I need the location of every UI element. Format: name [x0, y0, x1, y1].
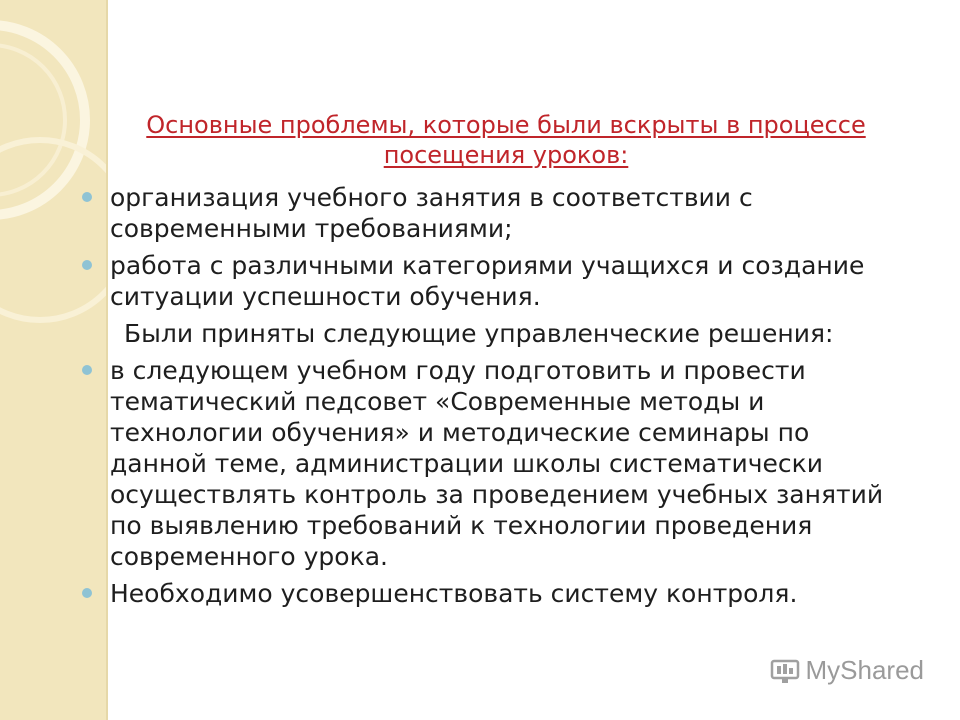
decisions-heading: Были приняты следующие управленческие решения: [124, 319, 834, 348]
bullet-icon [82, 192, 92, 202]
list-item-text: организация учебного занятия в соответствии с современными требованиями; [110, 183, 753, 243]
bullet-icon [82, 588, 92, 598]
watermark [770, 655, 925, 686]
myshared-logo-icon [770, 657, 800, 685]
list-item [80, 578, 910, 609]
list-item [80, 250, 910, 312]
list-item [80, 182, 910, 244]
list-item-text: в следующем учебном году подготовить и провести тематический педсовет «Современные методы и технологии обучения» и методические семинары по данной теме, администрации школы систематически осуществлять контроль за проведением учебных занятий по выявлению требований к технологии проведения современного урока. [110, 356, 884, 571]
slide-title: Основные проблемы, которые были вскрыты в процессе посещения уроков: [146, 111, 866, 169]
content-list [80, 182, 910, 609]
bullet-icon [82, 365, 92, 375]
bullet-icon [82, 260, 92, 270]
watermark-text: MyShared [805, 655, 924, 685]
list-item [80, 355, 910, 572]
list-item-text: Необходимо усовершенствовать систему контроля. [110, 579, 798, 608]
list-item-text: работа с различными категориями учащихся и создание ситуации успешности обучения. [110, 251, 865, 311]
